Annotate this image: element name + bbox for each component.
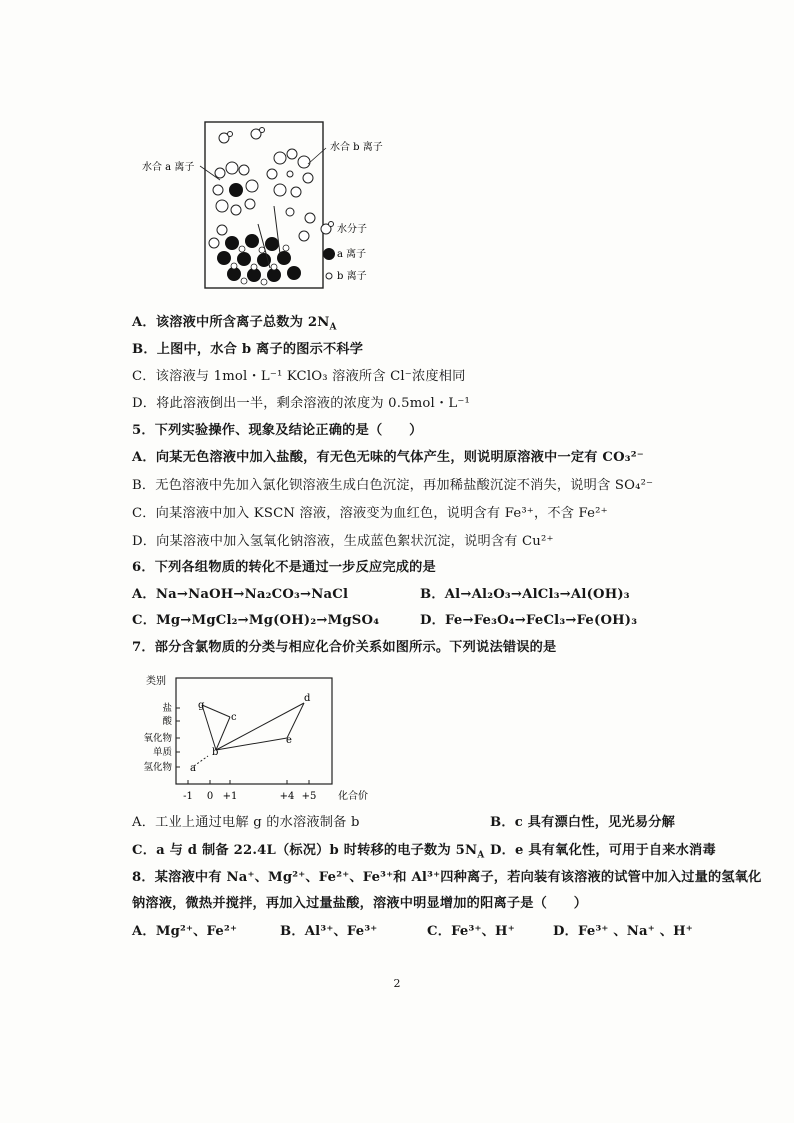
x-tick-label: +4 — [279, 791, 295, 802]
point-c: c — [231, 712, 237, 723]
q5-option-c: C．向某溶液中加入 KSCN 溶液，溶液变为血红色，说明含有 Fe³⁺，不含 Fe²⁺ — [132, 506, 608, 521]
q7-option-c: C．a 与 d 制备 22.4L（标况）b 时转移的电子数为 $5N_A$ — [132, 843, 485, 861]
y-category-label: 酸 — [162, 716, 172, 727]
x-tick-label: +1 — [222, 791, 238, 802]
point-b: b — [212, 747, 219, 758]
q8-option-b: B．Al³⁺、Fe³⁺ — [280, 924, 378, 939]
q7-option-a: A．工业上通过电解 g 的水溶液制备 b — [132, 815, 360, 830]
y-category-label: 单质 — [152, 747, 172, 758]
point-a: a — [190, 763, 196, 774]
x-tick-label: 0 — [206, 791, 214, 802]
x-axis-title: 化合价 — [338, 791, 368, 802]
legend-b-ion: b 离子 — [337, 271, 367, 282]
chlorine-valence-chart — [132, 668, 392, 808]
x-tick-label: -1 — [183, 791, 193, 802]
q8-stem-line1: 8．某溶液中有 Na⁺、Mg²⁺、Fe²⁺、Fe³⁺和 Al³⁺四种离子，若向装有该溶液的试管中加入过量的氢氧化 — [132, 870, 762, 885]
y-category-label: 氢化物 — [143, 762, 172, 773]
point-e: e — [286, 735, 292, 746]
q8-option-d: D．Fe³⁺ 、Na⁺ 、H⁺ — [553, 924, 693, 939]
legend-a-ion: a 离子 — [337, 249, 367, 260]
q6-option-a: A．Na→NaOH→Na₂CO₃→NaCl — [132, 587, 349, 602]
q4-option-a: A．该溶液中所含离子总数为 $2N_A$ — [132, 315, 337, 333]
point-g: g — [198, 700, 205, 711]
legend-water: 水分子 — [337, 224, 367, 235]
hydrated-ions-figure — [140, 118, 400, 293]
q8-option-a: A．Mg²⁺、Fe²⁺ — [132, 924, 238, 939]
label-hydrated-b: 水合 b 离子 — [330, 142, 383, 153]
q8-option-c: C．Fe³⁺、H⁺ — [427, 924, 515, 939]
q5-option-d: D．向某溶液中加入氢氧化钠溶液，生成蓝色絮状沉淀，说明含有 Cu²⁺ — [132, 534, 554, 549]
q7-stem: 7．部分含氯物质的分类与相应化合价关系如图所示。下列说法错误的是 — [132, 640, 557, 655]
q4-option-d: D．将此溶液倒出一半，剩余溶液的浓度为 0.5mol・L⁻¹ — [132, 396, 470, 411]
page-number: 2 — [393, 977, 401, 990]
q6-option-c: C．Mg→MgCl₂→Mg(OH)₂→MgSO₄ — [132, 613, 380, 628]
q7-option-b: B．c 具有漂白性，见光易分解 — [490, 815, 676, 830]
q4-option-b: B．上图中，水合 b 离子的图示不科学 — [132, 342, 364, 357]
q4-option-c: C．该溶液与 1mol・L⁻¹ KClO₃ 溶液所含 Cl⁻浓度相同 — [132, 369, 466, 384]
label-hydrated-a: 水合 a 离子 — [142, 162, 195, 173]
q5-option-a: A．向某无色溶液中加入盐酸，有无色无味的气体产生，则说明原溶液中一定有 CO₃²⁻ — [132, 450, 644, 465]
q5-option-b: B．无色溶液中先加入氯化钡溶液生成白色沉淀，再加稀盐酸沉淀不消失，说明含 SO₄²⁻ — [132, 478, 654, 493]
q7-option-d: D．e 具有氧化性，可用于自来水消毒 — [490, 843, 716, 858]
y-axis-title: 类别 — [146, 676, 166, 687]
y-category-label: 氧化物 — [143, 733, 172, 744]
q8-stem-line2: 钠溶液，微热并搅拌，再加入过量盐酸，溶液中明显增加的阳离子是（ ） — [132, 896, 588, 911]
q5-stem: 5．下列实验操作、现象及结论正确的是（ ） — [132, 423, 423, 438]
x-tick-label: +5 — [301, 791, 317, 802]
point-d: d — [304, 693, 311, 704]
y-category-label: 盐 — [162, 703, 172, 714]
q6-option-d: D．Fe→Fe₃O₄→FeCl₃→Fe(OH)₃ — [420, 613, 638, 628]
q6-option-b: B．Al→Al₂O₃→AlCl₃→Al(OH)₃ — [420, 587, 630, 602]
q6-stem: 6．下列各组物质的转化不是通过一步反应完成的是 — [132, 560, 436, 575]
